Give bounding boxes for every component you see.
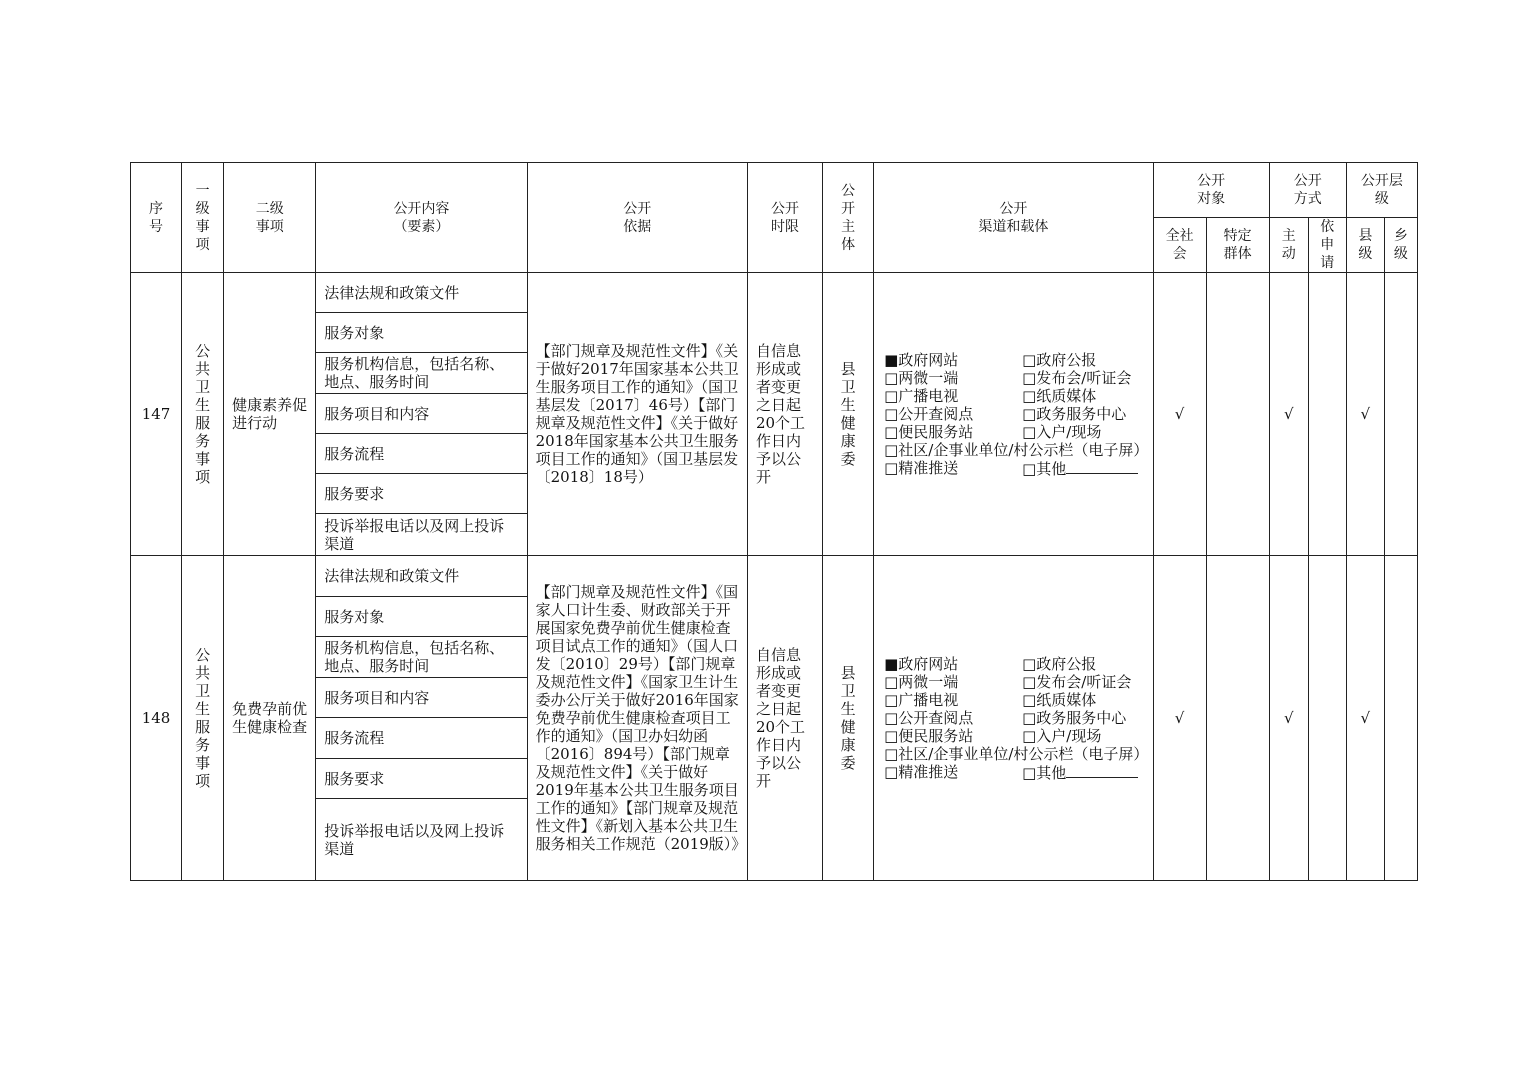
check-object-specific — [1206, 556, 1269, 881]
channel-option: □政府公报 — [1022, 654, 1097, 673]
check-mode-active: √ — [1269, 273, 1308, 556]
channel-option: □发布会/听证会 — [1022, 672, 1132, 691]
content-item: 服务要求 — [316, 474, 527, 514]
channel-option: □政务服务中心 — [1022, 404, 1127, 423]
blank-line — [1066, 459, 1138, 474]
channel-option: □便民服务站 — [884, 726, 974, 745]
check-mode-request — [1308, 273, 1346, 556]
channel-option: ■政府网站 — [884, 654, 959, 673]
check-level-county: √ — [1346, 556, 1384, 881]
channel-option: □广播电视 — [884, 386, 959, 405]
header-channel: 公开 渠道和载体 — [874, 163, 1153, 273]
content-item: 服务对象 — [316, 597, 527, 637]
check-level-town — [1384, 556, 1417, 881]
channel-option: □政务服务中心 — [1022, 708, 1127, 727]
channel-option: □发布会/听证会 — [1022, 368, 1132, 387]
row-channels — [874, 556, 1153, 881]
check-mode-request — [1308, 556, 1346, 881]
row-basis: 【部门规章及规范性文件】《国家人口计生委、财政部关于开展国家免费孕前优生健康检查项目试点工作的通知》（国人口发〔2010〕29号）【部门规章及规范性文件】《国家卫生计生委办公厅关于做好2016年国家免费孕前优生健康检查项目工作的通知》（国卫办妇幼函〔2016〕894号）【部门规章及规范性文件】《关于做好2019年基本公共卫生服务项目工作的通知》【部门规章及规范性文件】《新划入基本公共卫生服务相关工作规范（2019版）》 — [527, 556, 747, 881]
content-item: 服务机构信息，包括名称、地点、服务时间 — [316, 353, 527, 394]
channel-option: □纸质媒体 — [1022, 690, 1097, 709]
content-item: 服务对象 — [316, 313, 527, 353]
content-item: 投诉举报电话以及网上投诉渠道 — [316, 799, 527, 881]
content-item: 投诉举报电话以及网上投诉渠道 — [316, 514, 527, 556]
header-level: 公开层 级 — [1346, 163, 1417, 218]
header-subject: 公开主体 — [823, 163, 874, 273]
content-item: 法律法规和政策文件 — [316, 273, 527, 313]
content-item: 服务项目和内容 — [316, 394, 527, 434]
header-mode: 公开 方式 — [1269, 163, 1346, 218]
check-object-all: √ — [1153, 273, 1206, 556]
row-basis: 【部门规章及规范性文件】《关于做好2017年国家基本公共卫生服务项目工作的通知》（国卫基层发〔2017〕46号）【部门规章及规范性文件】《关于做好2018年国家基本公共卫生服务项目工作的通知》（国卫基层发〔2018〕18号） — [527, 273, 747, 556]
header-object: 公开 对象 — [1153, 163, 1269, 218]
row-channels — [874, 273, 1153, 556]
channel-option: □纸质媒体 — [1022, 386, 1097, 405]
header-content: 公开内容 （要素） — [316, 163, 527, 273]
row-level1: 公共卫生服务事项 — [182, 556, 224, 881]
check-object-all: √ — [1153, 556, 1206, 881]
content-item: 服务流程 — [316, 718, 527, 759]
row-seq: 147 — [131, 273, 182, 556]
header-basis: 公开 依据 — [527, 163, 747, 273]
channel-option: □两微一端 — [884, 672, 959, 691]
header-level-county: 县级 — [1346, 218, 1384, 273]
channel-option: □精准推送 — [884, 458, 959, 477]
check-mode-active: √ — [1269, 556, 1308, 881]
channel-option: □公开查阅点 — [884, 708, 974, 727]
header-object-all: 全社会 — [1153, 218, 1206, 273]
row-subject: 县卫生健康委 — [823, 273, 874, 556]
check-level-town — [1384, 273, 1417, 556]
content-item: 服务机构信息，包括名称、地点、服务时间 — [316, 637, 527, 678]
channel-option: □入户/现场 — [1022, 726, 1102, 745]
channel-option: □政府公报 — [1022, 350, 1097, 369]
channel-option-other: □其他 — [1022, 459, 1152, 478]
row-subject: 县卫生健康委 — [823, 556, 874, 881]
channel-option: □社区/企事业单位/村公示栏（电子屏） — [884, 744, 1149, 763]
content-item: 服务项目和内容 — [316, 678, 527, 718]
row-limit: 自信息形成或者变更之日起20个工作日内予以公开 — [747, 556, 822, 881]
header-mode-request: 依申请 — [1308, 218, 1346, 273]
row-seq: 148 — [131, 556, 182, 881]
header-mode-active: 主动 — [1269, 218, 1308, 273]
header-object-specific: 特定 群体 — [1206, 218, 1269, 273]
channel-option: □精准推送 — [884, 762, 959, 781]
check-object-specific — [1206, 273, 1269, 556]
disclosure-table — [130, 162, 1418, 881]
channel-option: □广播电视 — [884, 690, 959, 709]
check-level-county: √ — [1346, 273, 1384, 556]
channel-option: □社区/企事业单位/村公示栏（电子屏） — [884, 440, 1149, 459]
channel-option: □便民服务站 — [884, 422, 974, 441]
header-level-town: 乡级 — [1384, 218, 1417, 273]
channel-option-other: □其他 — [1022, 763, 1152, 782]
row-level2: 免费孕前优生健康检查 — [224, 556, 316, 881]
content-item: 服务要求 — [316, 759, 527, 799]
channel-option: □两微一端 — [884, 368, 959, 387]
channel-option: ■政府网站 — [884, 350, 959, 369]
blank-line — [1066, 763, 1138, 778]
channel-option: □公开查阅点 — [884, 404, 974, 423]
channel-option: □入户/现场 — [1022, 422, 1102, 441]
row-level1: 公共卫生服务事项 — [182, 273, 224, 556]
content-item: 法律法规和政策文件 — [316, 556, 527, 597]
row-limit: 自信息形成或者变更之日起20个工作日内予以公开 — [747, 273, 822, 556]
header-level1: 一级事项 — [182, 163, 224, 273]
header-seq: 序号 — [131, 163, 182, 273]
row-level2: 健康素养促进行动 — [224, 273, 316, 556]
header-level2: 二级事项 — [224, 163, 316, 273]
content-item: 服务流程 — [316, 434, 527, 474]
header-limit: 公开 时限 — [747, 163, 822, 273]
